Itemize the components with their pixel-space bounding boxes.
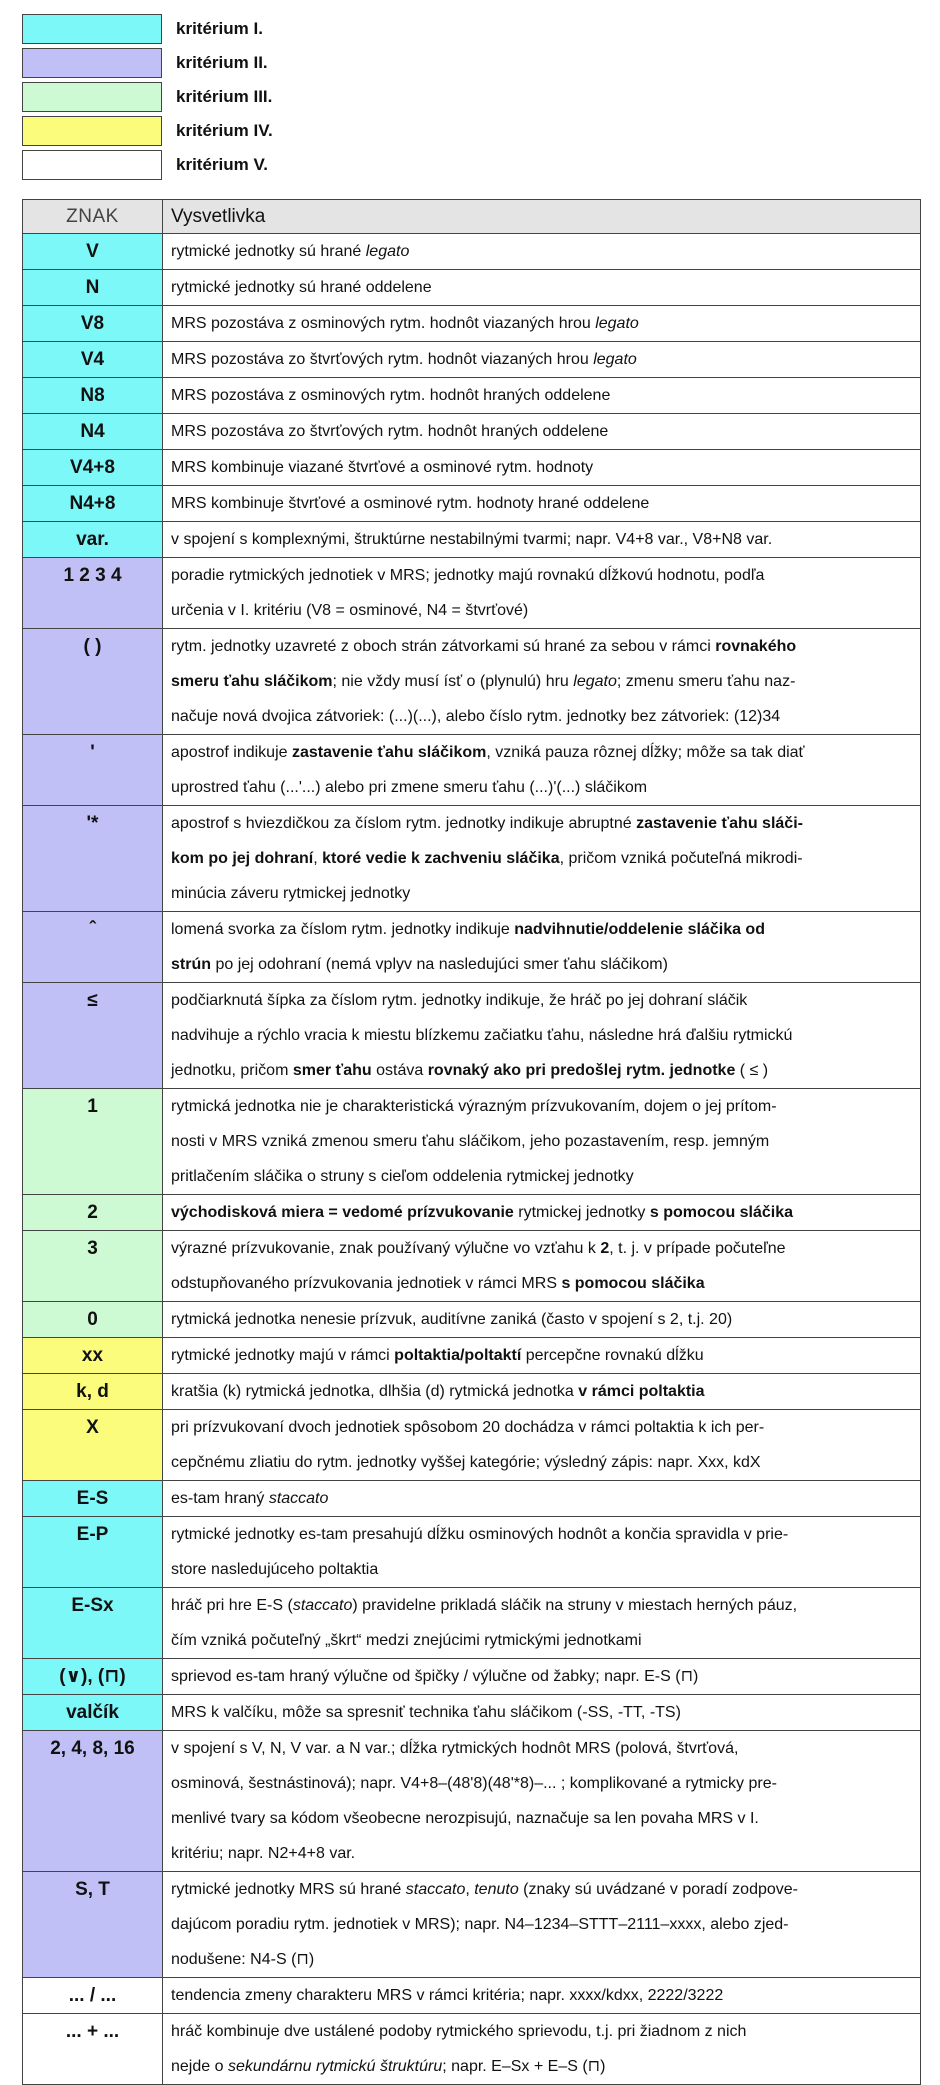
row-description: rytm. jednotky uzavreté z oboch strán zátvorkami sú hrané za sebou v rámci rovnakého smeru ťahu sláčikom; nie vždy musí ísť o (plynulú) hru legato; zmenu smeru ťahu naz- načuje nová dvojica zátvoriek: (...)(...), alebo číslo rytm. jednotky bez zátvoriek: (12)34 — [163, 629, 921, 735]
row-code: E-Sx — [23, 1588, 163, 1659]
row-code: (∨), (⊓) — [23, 1659, 163, 1695]
legend-swatch — [22, 150, 162, 180]
table-row — [23, 306, 921, 342]
row-code: ... / ... — [23, 1978, 163, 2014]
row-code: V — [23, 234, 163, 270]
row-description: v spojení s komplexnými, štruktúrne nestabilnými tvarmi; napr. V4+8 var., V8+N8 var. — [163, 522, 921, 558]
row-code: V8 — [23, 306, 163, 342]
row-description: pri prízvukovaní dvoch jednotiek spôsobom 20 dochádza v rámci poltaktia k ich per- cepčnému zliatiu do rytm. jednotky vyššej kategórie; výsledný zápis: napr. Xxx, kdX — [163, 1410, 921, 1481]
table-row — [23, 450, 921, 486]
table-row — [23, 1731, 921, 1872]
row-description: kratšia (k) rytmická jednotka, dlhšia (d) rytmická jednotka v rámci poltaktia — [163, 1374, 921, 1410]
row-description: rytmické jednotky sú hrané legato — [163, 234, 921, 270]
row-code: 2 — [23, 1195, 163, 1231]
row-code: ( ) — [23, 629, 163, 735]
row-code: 0 — [23, 1302, 163, 1338]
legend-swatch — [22, 48, 162, 78]
row-description: lomená svorka za číslom rytm. jednotky indikuje nadvihnutie/oddelenie sláčika od strún po jej odohraní (nemá vplyv na nasledujúci smer ťahu sláčikom) — [163, 912, 921, 983]
row-description: rytmické jednotky MRS sú hrané staccato, tenuto (znaky sú uvádzané v poradí zodpove- dajúcom poradiu rytm. jednotiek v MRS); napr. N4–1234–STTT–2111–xxxx, alebo zjed- nodušene: N4-S (⊓) — [163, 1872, 921, 1978]
row-description: rytmické jednotky majú v rámci poltaktia/poltaktí percepčne rovnakú dĺžku — [163, 1338, 921, 1374]
table-row — [23, 1659, 921, 1695]
row-code: 3 — [23, 1231, 163, 1302]
table-row — [23, 558, 921, 629]
row-description: hráč kombinuje dve ustálené podoby rytmického sprievodu, t.j. pri žiadnom z nich nejde o sekundárnu rytmickú štruktúru; napr. E–Sx + E–S (⊓) — [163, 2014, 921, 2085]
row-code: ... + ... — [23, 2014, 163, 2085]
legend-swatch — [22, 14, 162, 44]
row-description: MRS pozostáva z osminových rytm. hodnôt viazaných hrou legato — [163, 306, 921, 342]
row-description: MRS pozostáva zo štvrťových rytm. hodnôt hraných oddelene — [163, 414, 921, 450]
table-row — [23, 1338, 921, 1374]
table-row — [23, 414, 921, 450]
table-row — [23, 629, 921, 735]
table-row — [23, 1195, 921, 1231]
row-description: MRS kombinuje štvrťové a osminové rytm. hodnoty hrané oddelene — [163, 486, 921, 522]
row-code: ˆ — [23, 912, 163, 983]
row-description: MRS pozostáva zo štvrťových rytm. hodnôt viazaných hrou legato — [163, 342, 921, 378]
row-code: S, T — [23, 1872, 163, 1978]
row-code: X — [23, 1410, 163, 1481]
row-description: MRS pozostáva z osminových rytm. hodnôt hraných oddelene — [163, 378, 921, 414]
row-description: rytmická jednotka nenesie prízvuk, auditívne zaniká (často v spojení s 2, t.j. 20) — [163, 1302, 921, 1338]
row-code: var. — [23, 522, 163, 558]
table-row — [23, 1481, 921, 1517]
row-code: N4 — [23, 414, 163, 450]
legend — [22, 12, 273, 182]
table-row — [23, 983, 921, 1089]
row-code: N4+8 — [23, 486, 163, 522]
row-description: rytmické jednotky es-tam presahujú dĺžku osminových hodnôt a končia spravidla v prie- store nasledujúceho poltaktia — [163, 1517, 921, 1588]
table-row — [23, 342, 921, 378]
legend-label: kritérium V. — [176, 155, 268, 174]
row-code: E-P — [23, 1517, 163, 1588]
table-header-row — [23, 200, 921, 234]
table-row — [23, 1695, 921, 1731]
legend-label: kritérium III. — [176, 87, 273, 106]
table-row — [23, 234, 921, 270]
table-row — [23, 1588, 921, 1659]
table-row — [23, 486, 921, 522]
table-row — [23, 1872, 921, 1978]
code-table — [22, 199, 921, 2085]
table-row — [23, 2014, 921, 2085]
row-description: apostrof s hviezdičkou za číslom rytm. jednotky indikuje abruptné zastavenie ťahu sláči- kom po jej dohraní, ktoré vedie k zachveniu sláčika, pričom vzniká počuteľná mikrodi- minúcia záveru rytmickej jednotky — [163, 806, 921, 912]
legend-item — [22, 114, 273, 148]
row-code: 1 — [23, 1089, 163, 1195]
row-description: rytmická jednotka nie je charakteristická výrazným prízvukovaním, dojem o jej prítom- nosti v MRS vzniká zmenou smeru ťahu sláčikom, jeho pozastavením, resp. jemným pritlačením sláčika o struny s cieľom oddelenia rytmickej jednotky — [163, 1089, 921, 1195]
row-description: v spojení s V, N, V var. a N var.; dĺžka rytmických hodnôt MRS (polová, štvrťová, osminová, šestnástinová); napr. V4+8–(48'8)(48'*8)–... ; komplikované a rytmicky pre- menlivé tvary sa kódom všeobecne nerozpisujú, naznačuje sa len povaha MRS v I. kritériu; napr. N2+4+8 var. — [163, 1731, 921, 1872]
table-row — [23, 735, 921, 806]
row-code: N8 — [23, 378, 163, 414]
legend-label: kritérium II. — [176, 53, 268, 72]
row-description: výrazné prízvukovanie, znak používaný výlučne vo vzťahu k 2, t. j. v prípade počuteľne odstupňovaného prízvukovania jednotiek v rámci MRS s pomocou sláčika — [163, 1231, 921, 1302]
legend-item — [22, 46, 273, 80]
table-row — [23, 1410, 921, 1481]
header-code: ZNAK — [23, 200, 163, 234]
row-description: rytmické jednotky sú hrané oddelene — [163, 270, 921, 306]
row-description: es-tam hraný staccato — [163, 1481, 921, 1517]
table-row — [23, 1517, 921, 1588]
legend-swatch — [22, 116, 162, 146]
row-code: 1 2 3 4 — [23, 558, 163, 629]
row-description: MRS k valčíku, môže sa spresniť technika ťahu sláčikom (-SS, -TT, -TS) — [163, 1695, 921, 1731]
row-code: N — [23, 270, 163, 306]
row-description: podčiarknutá šípka za číslom rytm. jednotky indikuje, že hráč po jej dohraní sláčik nadvihuje a rýchlo vracia k miestu blízkemu začiatku ťahu, následne hrá ďalšiu rytmickú jednotku, pričom smer ťahu ostáva rovnaký ako pri predošlej rytm. jednotke ( ≤ ) — [163, 983, 921, 1089]
table-row — [23, 1374, 921, 1410]
row-code: '* — [23, 806, 163, 912]
row-code: 2, 4, 8, 16 — [23, 1731, 163, 1872]
table-row — [23, 806, 921, 912]
row-code: ' — [23, 735, 163, 806]
table-body — [23, 234, 921, 2085]
row-description: východisková miera = vedomé prízvukovanie rytmickej jednotky s pomocou sláčika — [163, 1195, 921, 1231]
row-description: MRS kombinuje viazané štvrťové a osminové rytm. hodnoty — [163, 450, 921, 486]
table-row — [23, 1231, 921, 1302]
row-description: sprievod es-tam hraný výlučne od špičky / výlučne od žabky; napr. E-S (⊓) — [163, 1659, 921, 1695]
row-description: apostrof indikuje zastavenie ťahu sláčikom, vzniká pauza rôznej dĺžky; môže sa tak diať uprostred ťahu (...'...) alebo pri zmene smeru ťahu (...)'(...) sláčikom — [163, 735, 921, 806]
table-row — [23, 912, 921, 983]
legend-item — [22, 12, 273, 46]
table-row — [23, 270, 921, 306]
legend-label: kritérium IV. — [176, 121, 273, 140]
row-description: poradie rytmických jednotiek v MRS; jednotky majú rovnakú dĺžkovú hodnotu, podľa určenia v I. kritériu (V8 = osminové, N4 = štvrťové) — [163, 558, 921, 629]
table-row — [23, 378, 921, 414]
row-code: xx — [23, 1338, 163, 1374]
row-code: E-S — [23, 1481, 163, 1517]
row-code: V4 — [23, 342, 163, 378]
row-code: V4+8 — [23, 450, 163, 486]
legend-swatch — [22, 82, 162, 112]
table-row — [23, 1302, 921, 1338]
header-description: Vysvetlivka — [163, 200, 921, 234]
row-code: k, d — [23, 1374, 163, 1410]
table-row — [23, 1978, 921, 2014]
legend-item — [22, 148, 273, 182]
legend-item — [22, 80, 273, 114]
table-row — [23, 522, 921, 558]
table-row — [23, 1089, 921, 1195]
legend-label: kritérium I. — [176, 19, 263, 38]
row-description: hráč pri hre E-S (staccato) pravidelne prikladá sláčik na struny v miestach herných páuz, čím vzniká počuteľný „škrt“ medzi znejúcimi rytmickými jednotkami — [163, 1588, 921, 1659]
row-description: tendencia zmeny charakteru MRS v rámci kritéria; napr. xxxx/kdxx, 2222/3222 — [163, 1978, 921, 2014]
row-code: valčík — [23, 1695, 163, 1731]
row-code: ≤ — [23, 983, 163, 1089]
